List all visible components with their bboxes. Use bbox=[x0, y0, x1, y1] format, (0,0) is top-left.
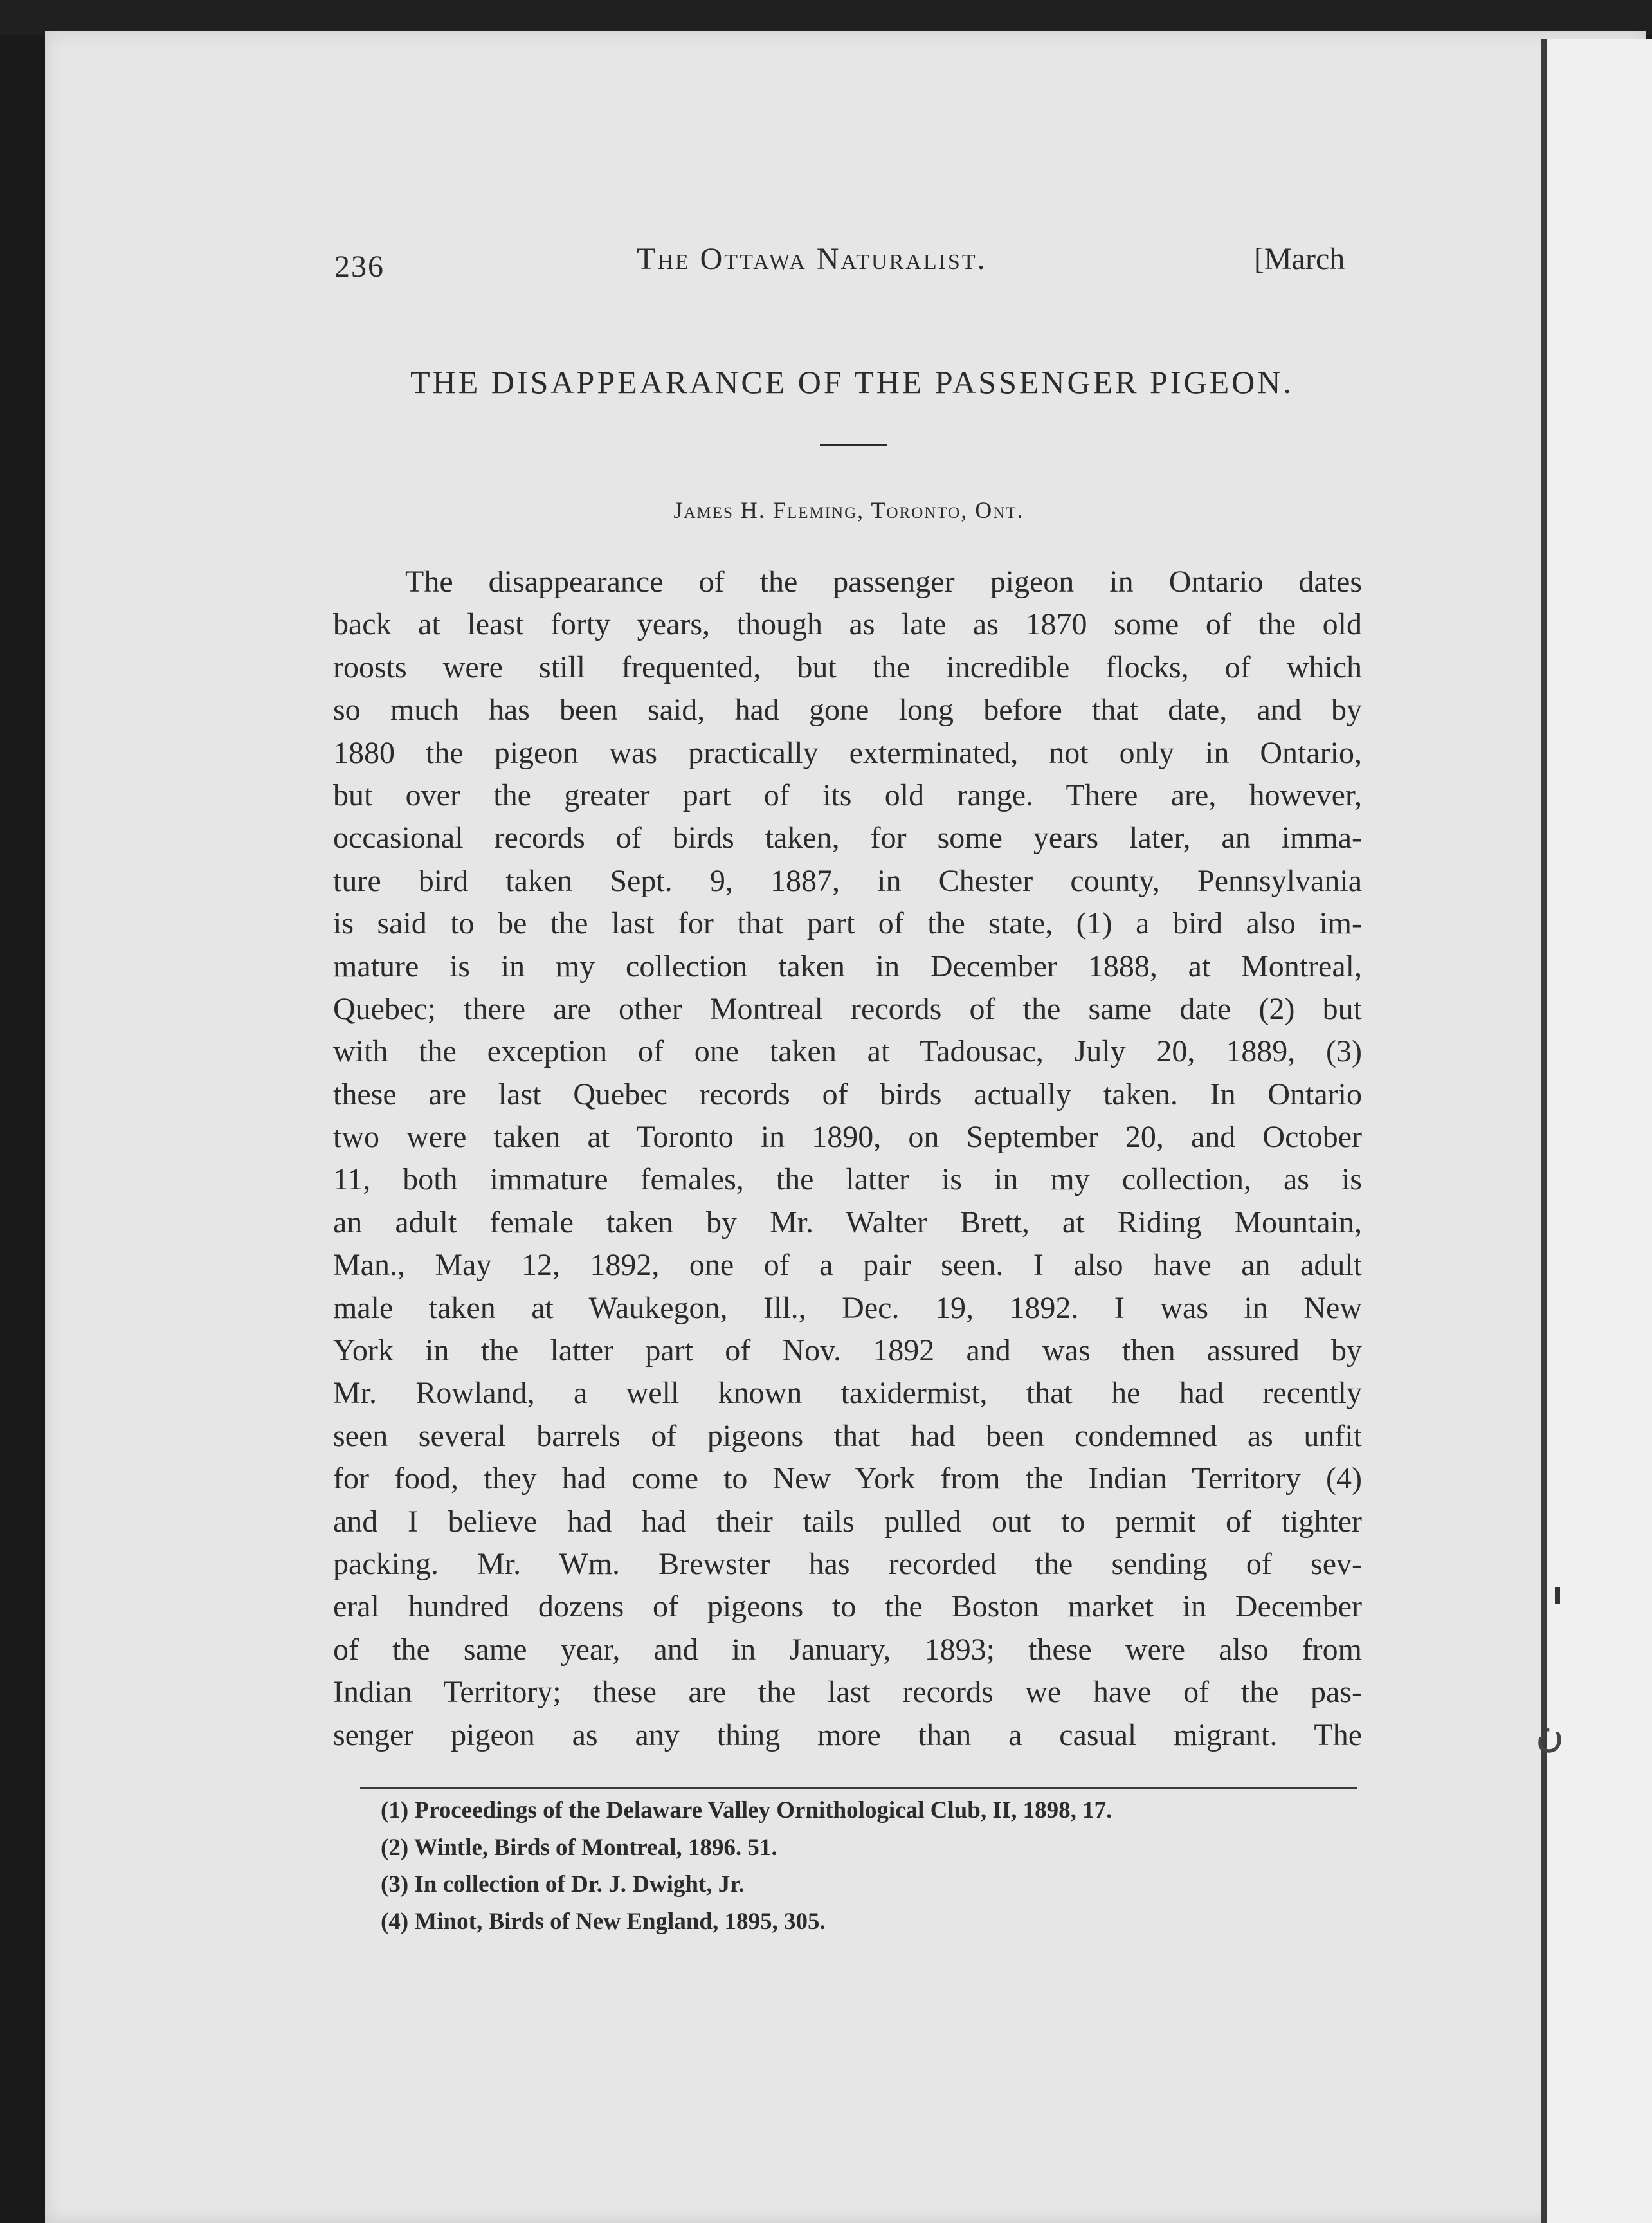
footnote: (2) Wintle, Birds of Montreal, 1896. 51. bbox=[381, 1834, 777, 1861]
running-head bbox=[334, 241, 1363, 286]
body-line: with the exception of one taken at Tadousac, July 20, 1889, (3) bbox=[333, 1034, 1362, 1069]
body-line: eral hundred dozens of pigeons to the Boston market in December bbox=[333, 1589, 1362, 1624]
scan-top-border bbox=[0, 0, 1652, 35]
article-title: THE DISAPPEARANCE OF THE PASSENGER PIGEON. bbox=[410, 364, 1294, 400]
body-line: 1880 the pigeon was practically exterminated, not only in Ontario, bbox=[333, 735, 1362, 770]
body-line: occasional records of birds taken, for some years later, an imma- bbox=[333, 821, 1362, 855]
adjacent-page-strip bbox=[1547, 39, 1652, 2223]
journal-title: The Ottawa Naturalist. bbox=[637, 242, 987, 276]
article-author: James H. Fleming, Toronto, Ont. bbox=[673, 497, 1024, 523]
body-line: and I believe had had their tails pulled out to permit of tighter bbox=[333, 1504, 1362, 1539]
body-line: back at least forty years, though as late as 1870 some of the old bbox=[333, 607, 1362, 642]
edge-tick-mark bbox=[1555, 1587, 1560, 1604]
body-line: two were taken at Toronto in 1890, on September 20, and October bbox=[333, 1120, 1362, 1155]
body-line: male taken at Waukegon, Ill., Dec. 19, 1892. I was in New bbox=[333, 1290, 1362, 1325]
body-line: 11, both immature females, the latter is in my collection, as is bbox=[333, 1162, 1362, 1197]
body-line: York in the latter part of Nov. 1892 and was then assured by bbox=[333, 1333, 1362, 1368]
body-line: ture bird taken Sept. 9, 1887, in Chester county, Pennsylvania bbox=[333, 863, 1362, 898]
body-line: mature is in my collection taken in December 1888, at Montreal, bbox=[333, 949, 1362, 983]
edge-smudge-mark: ن bbox=[1536, 1712, 1565, 1755]
footnote: (1) Proceedings of the Delaware Valley Ornithological Club, II, 1898, 17. bbox=[381, 1797, 1112, 1824]
issue-month: [March bbox=[1254, 242, 1345, 276]
body-line: but over the greater part of its old range. There are, however, bbox=[333, 778, 1362, 812]
footnote: (3) In collection of Dr. J. Dwight, Jr. bbox=[381, 1871, 745, 1898]
body-line: an adult female taken by Mr. Walter Brett, at Riding Mountain, bbox=[333, 1205, 1362, 1240]
page-edge-shadow bbox=[1541, 39, 1547, 2223]
body-line: of the same year, and in January, 1893; these were also from bbox=[333, 1632, 1362, 1667]
body-line: seen several barrels of pigeons that had been condemned as unfit bbox=[333, 1418, 1362, 1453]
body-line: Indian Territory; these are the last records we have of the pas- bbox=[333, 1675, 1362, 1710]
body-line: Man., May 12, 1892, one of a pair seen. I also have an adult bbox=[333, 1248, 1362, 1283]
body-line: Mr. Rowland, a well known taxidermist, that he had recently bbox=[333, 1376, 1362, 1411]
body-line: for food, they had come to New York from the Indian Territory (4) bbox=[333, 1461, 1362, 1496]
body-line: so much has been said, had gone long before that date, and by bbox=[333, 693, 1362, 727]
title-rule bbox=[820, 444, 887, 446]
article-body bbox=[333, 561, 1362, 1757]
body-line: is said to be the last for that part of the state, (1) a bird also im- bbox=[333, 906, 1362, 941]
footnote-rule bbox=[360, 1787, 1357, 1789]
body-line: roosts were still frequented, but the incredible flocks, of which bbox=[333, 650, 1362, 684]
body-line: Quebec; there are other Montreal records of the same date (2) but bbox=[333, 991, 1362, 1026]
body-line: these are last Quebec records of birds actually taken. In Ontario bbox=[333, 1077, 1362, 1112]
footnotes bbox=[381, 1792, 1384, 1940]
body-line: The disappearance of the passenger pigeon in Ontario dates bbox=[405, 565, 1362, 599]
page-number: 236 bbox=[334, 250, 385, 284]
footnote: (4) Minot, Birds of New England, 1895, 305. bbox=[381, 1908, 826, 1935]
body-line: senger pigeon as any thing more than a casual migrant. The bbox=[333, 1717, 1362, 1752]
body-line: packing. Mr. Wm. Brewster has recorded the sending of sev- bbox=[333, 1546, 1362, 1581]
